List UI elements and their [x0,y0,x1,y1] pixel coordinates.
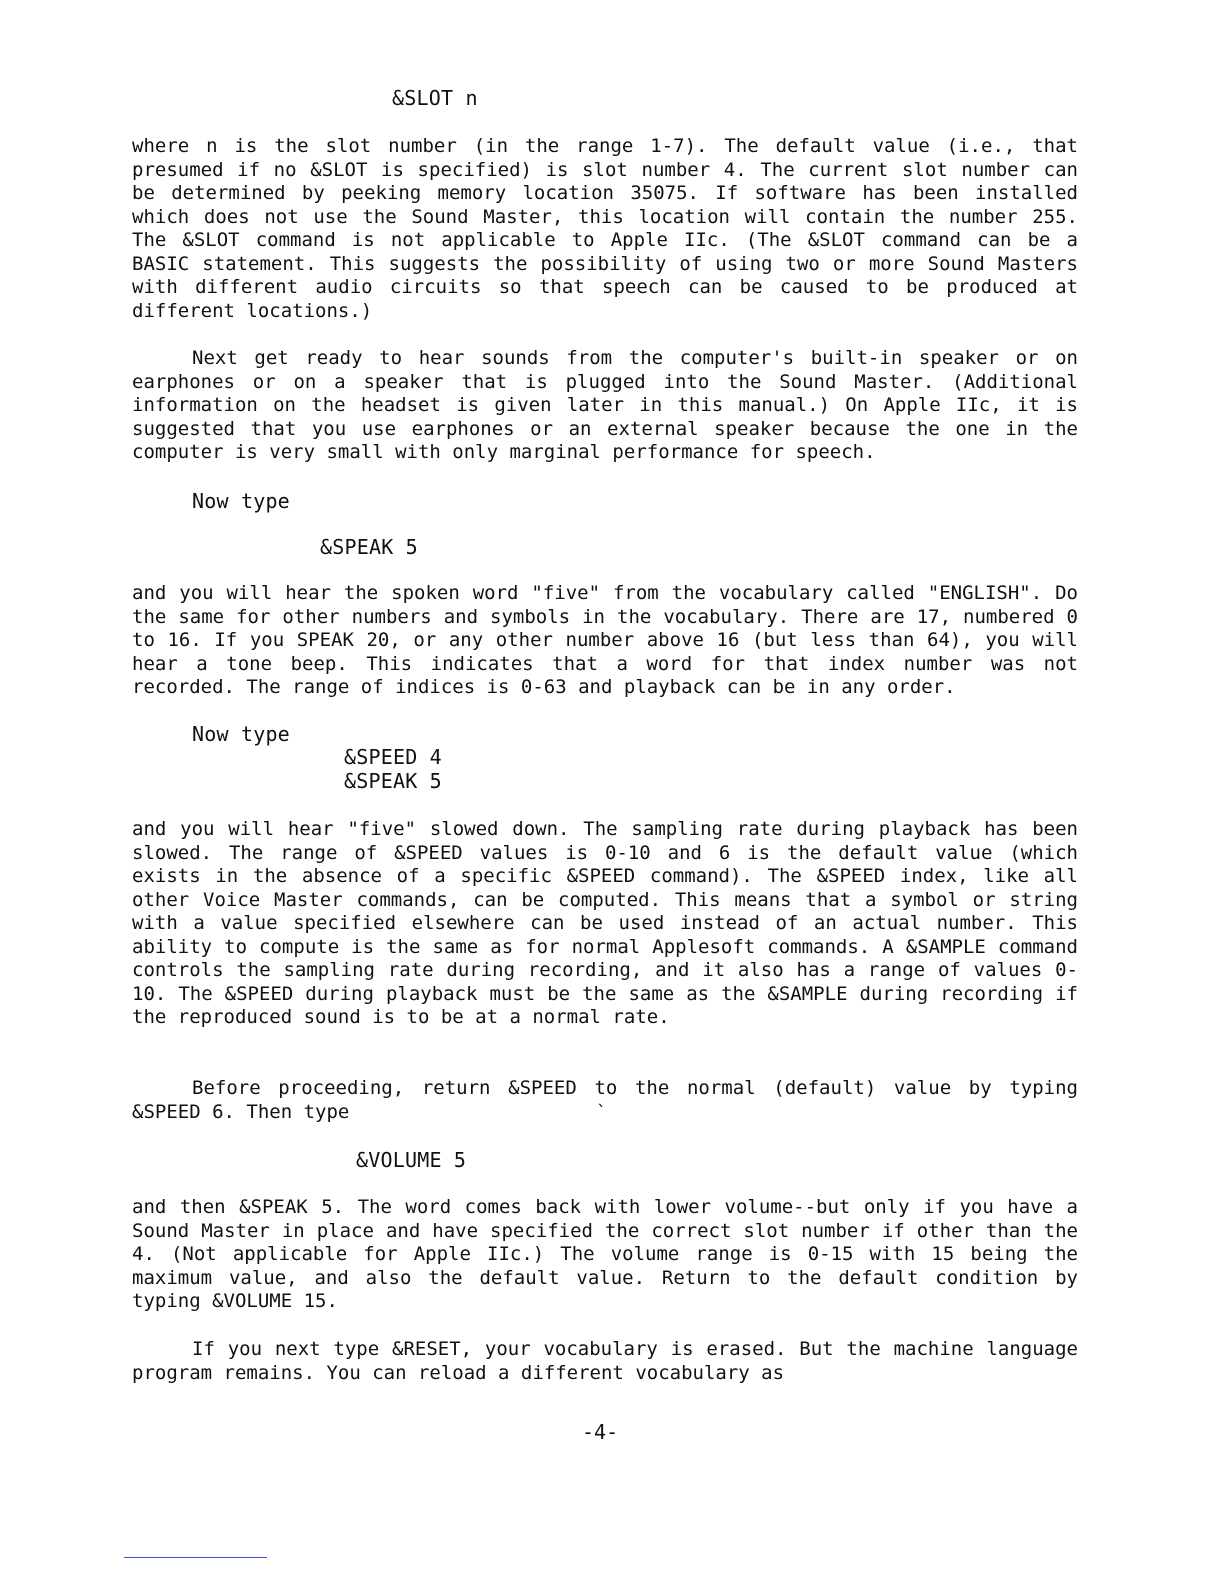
paragraph-ready: Next get ready to hear sounds from the computer's built-in speaker or on earphones or on a speaker that is plugged into the Sound Master. (Additional information on the headset is given later in this manual.) On Apple IIc, it is suggested that you use earphones or an external speaker because the one in the computer is very small with only marginal performance for speech. [132,347,1078,463]
stray-mark: ` [596,1102,607,1123]
now-type-label-2: Now type [192,722,290,746]
page-number: -4- [582,1420,619,1444]
paragraph-slot: where n is the slot number (in the range 1-7). The default value (i.e., that presumed if no &SLOT is specified) is slot number 4. The current slot number can be determined by peeking memory location 35075. If software has been installed which does not use the Sound Master, this location will contain the number 255. The &SLOT command is not applicable to Apple IIc. (The &SLOT command can be a BASIC statement. This suggests the possibility of using two or more Sound Masters with different audio circuits so that speech can be caused to be produced at different locations.) [132,135,1078,322]
paragraph-speed: and you will hear "five" slowed down. The sampling rate during playback has been slowed. The range of &SPEED values is 0-10 and 6 is the default value (which exists in the absence of a specific &SPEED command). The &SPEED index, like all other Voice Master commands, can be computed. This means that a symbol or string with a value specified elsewhere can be used instead of an actual number. This ability to compute is the same as for normal Applesoft commands. A &SAMPLE command controls the sampling rate during recording, and it also has a range of values 0-10. The &SPEED during playback must be the same as the &SAMPLE during recording if the reproduced sound is to be at a normal rate. [132,818,1078,1028]
command-slot: &SLOT n [392,86,478,110]
now-type-label: Now type [192,489,290,513]
paragraph-before: Before proceeding, return &SPEED to the normal (default) value by typing &SPEED 6. Then type [132,1077,1078,1123]
footnote-rule [124,1557,267,1558]
command-volume: &VOLUME 5 [356,1148,467,1172]
command-speed: &SPEED 4 [344,745,442,769]
paragraph-speak: and you will hear the spoken word "five" from the vocabulary called "ENGLISH". Do the same for other numbers and symbols in the vocabulary. There are 17, numbered 0 to 16. If you SPEAK 20, or any other number above 16 (but less than 64), you will hear a tone beep. This indicates that a word for that index number was not recorded. The range of indices is 0-63 and playback can be in any order. [132,582,1078,698]
paragraph-reset: If you next type &RESET, your vocabulary is erased. But the machine language program remains. You can reload a different vocabulary as [132,1338,1078,1384]
command-speak: &SPEAK 5 [320,535,418,559]
command-speak-2: &SPEAK 5 [344,769,442,793]
paragraph-volume: and then &SPEAK 5. The word comes back with lower volume--but only if you have a Sound Master in place and have specified the correct slot number if other than the 4. (Not applicable for Apple IIc.) The volume range is 0-15 with 15 being the maximum value, and also the default value. Return to the default condition by typing &VOLUME 15. [132,1196,1078,1312]
